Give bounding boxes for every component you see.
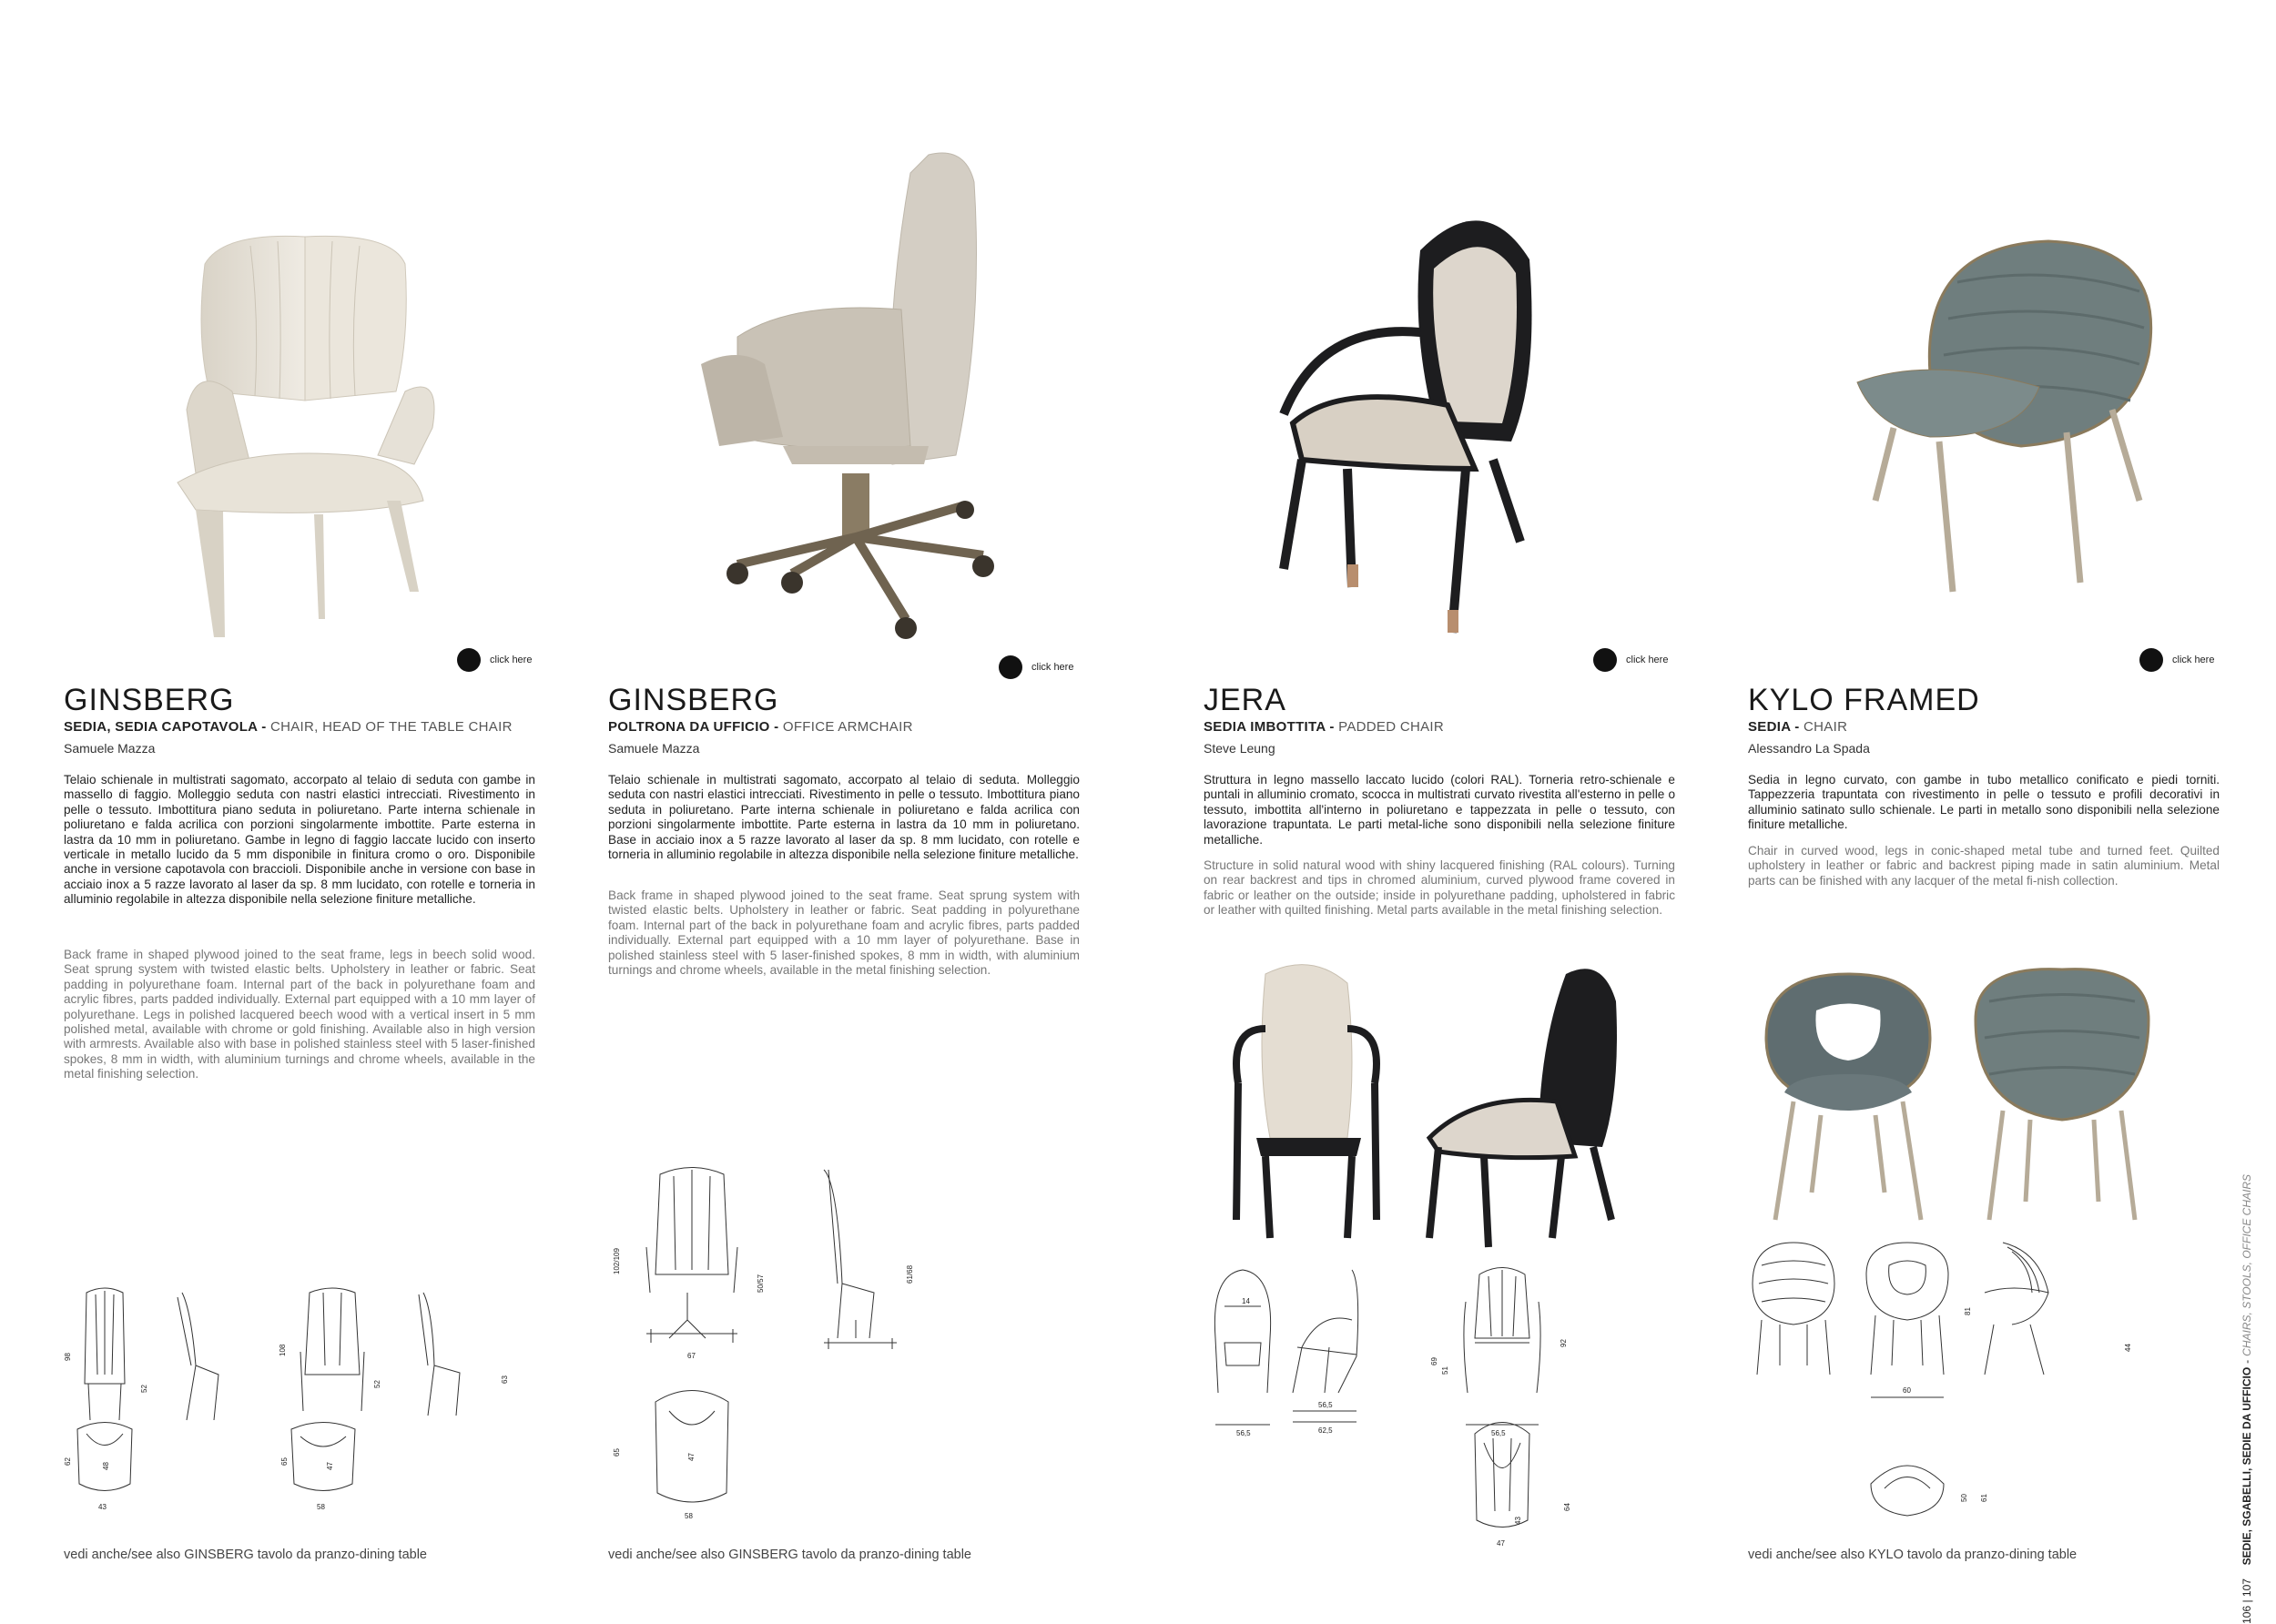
description-it: Struttura in legno massello laccato lucido (colori RAL). Torneria retro-schienale e puntali in alluminio cromato, scocca in multistrati curvato rivestita all'esterno in pelle o tessuto, imbottita all'interno in poliuretano e tappezzata in pelle o tessuto, con lavorazione trapuntata. Le parti metal-liche sono disponibili nella selezione finiture metalliche. <box>1204 773 1675 847</box>
dim-label: 69 <box>1430 1357 1438 1365</box>
see-also-note: vedi anche/see also KYLO tavolo da pranzo-dining table <box>1748 1548 2078 1562</box>
dim-label: 52 <box>373 1380 381 1388</box>
dim-label: 52 <box>140 1385 148 1393</box>
product-subtitle: SEDIA - CHAIR <box>1748 719 1848 735</box>
dim-label: 61/68 <box>906 1264 914 1284</box>
product-subtitle: SEDIA IMBOTTITA - PADDED CHAIR <box>1204 719 1445 735</box>
dim-label: 61 <box>1980 1494 1988 1502</box>
jera-technical-drawing <box>1202 1256 1593 1557</box>
description-en: Chair in curved wood, legs in conic-shaped metal tube and turned feet. Quilted upholstery in leather or fabric and backrest piping made in satin aluminium. Metal parts can be finished with any lacquer of the metal fi-nish collection. <box>1748 844 2220 888</box>
dim-label: 92 <box>1560 1339 1568 1347</box>
ginsberg-chair-technical-drawing <box>59 1274 533 1529</box>
kylo-framed-technical-drawing <box>1739 1238 2158 1548</box>
dim-label: 63 <box>501 1375 509 1384</box>
dim-label: 44 <box>2124 1344 2132 1352</box>
dim-label: 56,5 <box>1318 1401 1333 1409</box>
ginsberg-chair-photo <box>168 228 442 646</box>
dim-label: 62,5 <box>1318 1426 1333 1435</box>
description-it: Sedia in legno curvato, con gambe in tubo metallico conificato e piedi torniti. Tappezzeria trapuntata con rivestimento in pelle o tessuto e profili decorativi in alluminio satinato sullo schienale. Le parti in metallo sono disponibili nella selezione finiture metalliche. <box>1748 773 2220 832</box>
product-title: JERA <box>1204 683 1286 717</box>
click-here-link[interactable]: click here <box>457 648 532 672</box>
dim-label: 102/109 <box>613 1248 621 1274</box>
product-designer: Alessandro La Spada <box>1748 741 1870 756</box>
description-en: Back frame in shaped plywood joined to the seat frame, legs in beech solid wood. Seat sprung system with twisted elastic belts. Upholstery in leather or fabric. Seat padding in polyurethane foam. Internal part of the back in polyurethane foam and acrylic fibres, parts padded individually. External part equipped with a 10 mm layer of polyurethane. Legs in polished lacquered beech wood with a vertical insert in 5 mm polished metal, available with chrome or gold finishing. Available also in high version with armrests. Available also with base in polished stainless steel with 5 laser-finished spokes, 8 mm in width, with aluminium turnings and chrome wheels, available in the metal finishing selection. <box>64 948 535 1081</box>
product-title: GINSBERG <box>64 683 235 717</box>
click-here-link[interactable]: click here <box>999 655 1073 679</box>
dim-label: 62 <box>64 1457 72 1466</box>
dim-label: 50/57 <box>757 1274 765 1293</box>
dim-label: 98 <box>64 1353 72 1361</box>
page-numbers: 106 | 107 <box>2240 1578 2253 1624</box>
product-title: GINSBERG <box>608 683 779 717</box>
dim-label: 65 <box>280 1457 289 1466</box>
product-subtitle: POLTRONA DA UFFICIO - OFFICE ARMCHAIR <box>608 719 913 735</box>
jera-chair-photo <box>1265 196 1593 642</box>
product-designer: Steve Leung <box>1204 741 1275 756</box>
dim-label: 43 <box>1514 1517 1522 1525</box>
dim-label: 65 <box>613 1448 621 1457</box>
description-en: Structure in solid natural wood with shiny lacquered finishing (RAL colours). Turning on rear backrest and tips in chromed aluminium, curved plywood frame covered in fabric or leather on the outside; inside in polyurethane padding, upholstered in fabric or leather with quilted finishing. Metal parts available in the metal finishing selection. <box>1204 858 1675 918</box>
kylo-framed-chair-photo <box>1839 228 2167 637</box>
dim-label: 50 <box>1960 1494 1968 1502</box>
product-designer: Samuele Mazza <box>608 741 700 756</box>
dim-label: 56,5 <box>1491 1429 1506 1437</box>
dim-label: 48 <box>102 1462 110 1470</box>
dim-label: 60 <box>1903 1386 1911 1395</box>
kylo-pair-photo <box>1748 965 2167 1229</box>
dim-label: 14 <box>1242 1297 1250 1305</box>
section-title-it: SEDIE, SGABELLI, SEDIE DA UFFICIO <box>2240 1366 2253 1566</box>
dim-label: 67 <box>687 1352 696 1360</box>
click-dot-icon <box>2139 648 2163 672</box>
dim-label: 81 <box>1964 1307 1972 1315</box>
click-dot-icon <box>999 655 1022 679</box>
description-it: Telaio schienale in multistrati sagomato, accorpato al telaio di seduta. Molleggio seduta con nastri elastici intrecciati. Rivestimento in pelle o tessuto. Imbottitura piano seduta in poliuretano. Parte interna schienale in poliuretano e falda acrilica con porzioni singolarmente imbottite. Parte esterna in lastra da 10 mm in poliuretano. Base in acciaio inox a 5 razze lavorato al laser da sp. 8 mm lucidato, con rotelle e torneria in alluminio regolabile in altezza disponibile nella selezione finiture metalliche. <box>608 773 1080 862</box>
dim-label: 56,5 <box>1236 1429 1251 1437</box>
ginsberg-office-armchair-photo <box>683 146 1038 642</box>
see-also-note: vedi anche/see also GINSBERG tavolo da pranzo-dining table <box>608 1548 971 1562</box>
ginsberg-office-armchair-technical-drawing <box>583 1156 974 1529</box>
click-dot-icon <box>457 648 481 672</box>
dim-label: 47 <box>1497 1539 1505 1548</box>
description-en: Back frame in shaped plywood joined to the seat frame. Seat sprung system with twisted elastic belts. Upholstery in leather or fabric. Seat padding in polyurethane foam. Internal part of the back in polyurethane foam and acrylic fibres, parts padded individually. External part equipped with a 10 mm layer of polyurethane. Base in polished stainless steel with 5 laser-finished spokes, 8 mm in width, with aluminium turnings and chrome wheels, available in the metal finishing selection. <box>608 888 1080 978</box>
dim-label: 43 <box>98 1503 107 1511</box>
dim-label: 47 <box>326 1462 334 1470</box>
dim-label: 51 <box>1441 1366 1449 1375</box>
product-subtitle: SEDIA, SEDIA CAPOTAVOLA - CHAIR, HEAD OF THE TABLE CHAIR <box>64 719 513 735</box>
click-here-link[interactable]: click here <box>1593 648 1668 672</box>
dim-label: 58 <box>317 1503 325 1511</box>
click-here-link[interactable]: click here <box>2139 648 2214 672</box>
description-it: Telaio schienale in multistrati sagomato, accorpato al telaio di seduta con gambe in massello di faggio. Molleggio seduta con nastri elastici intrecciati. Rivestimento in pelle o tessuto. Imbottitura piano seduta in poliuretano. Parte interna schienale in poliuretano e falda acrilica con porzioni singolarmente imbottite. Parte esterna in lastra da 10 mm in poliuretano. Gambe in legno di faggio laccate lucido con inserto verticale in metallo lucido da 5 mm disponibile in finitura cromo o oro. Disponibile anche in versione capotavola con braccioli. Disponibile anche in versione con base in acciaio inox a 5 razze lavorato al laser da sp. 8 mm lucidato, con rotelle e torneria in alluminio regolabile in altezza disponibile nella selezione finiture metalliche. <box>64 773 535 907</box>
dim-label: 108 <box>279 1344 287 1356</box>
section-title-en: CHAIRS, STOOLS, OFFICE CHAIRS <box>2240 1174 2253 1356</box>
product-designer: Samuele Mazza <box>64 741 156 756</box>
dim-label: 64 <box>1563 1503 1571 1511</box>
product-title: KYLO FRAMED <box>1748 683 1980 717</box>
click-dot-icon <box>1593 648 1617 672</box>
page-sidebar-label: 106 | 107 SEDIE, SGABELLI, SEDIE DA UFFICIO - CHAIRS, STOOLS, OFFICE CHAIRS <box>2240 1174 2253 1624</box>
see-also-note: vedi anche/see also GINSBERG tavolo da pranzo-dining table <box>64 1548 427 1562</box>
dim-label: 58 <box>685 1512 693 1520</box>
jera-pair-photo <box>1211 956 1657 1256</box>
dim-label: 47 <box>687 1453 696 1461</box>
